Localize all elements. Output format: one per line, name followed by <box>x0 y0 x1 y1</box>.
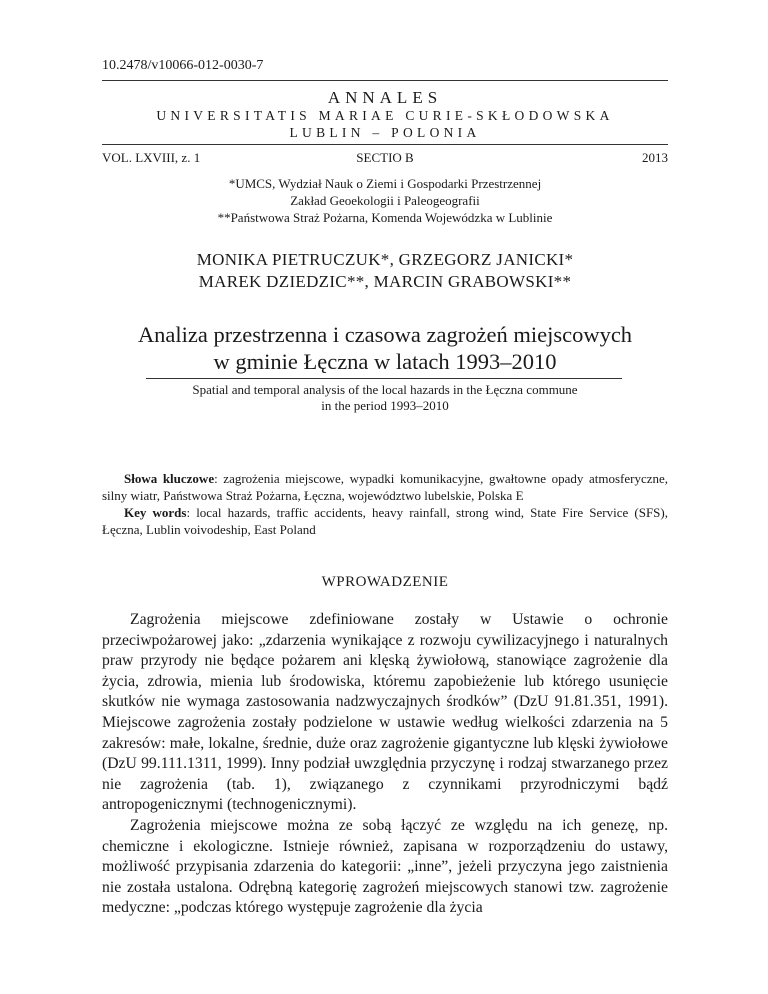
affiliation-line: Zakład Geoekologii i Paleogeografii <box>290 193 480 208</box>
english-title <box>102 382 668 414</box>
subtitle-line: Spatial and temporal analysis of the local hazards in the Łęczna commune <box>192 382 578 397</box>
keywords-pl-label: Słowa kluczowe <box>124 471 215 486</box>
body-text <box>102 610 668 919</box>
subtitle-line: in the period 1993–2010 <box>321 398 449 413</box>
keywords-pl-text: : zagrożenia miejscowe, wypadki komunikacyjne, gwałtowne opady atmosferyczne, silny wiatr, Państwowa Straż Pożarna, Łęczna, województwo lubelskie, Polska E <box>102 471 668 503</box>
university-name: UNIVERSITATIS MARIAE CURIE-SKŁODOWSKA <box>156 108 614 123</box>
title-rule <box>146 378 622 379</box>
city-line: LUBLIN – POLONIA <box>289 125 481 140</box>
author-line: MONIKA PIETRUCZUK*, GRZEGORZ JANICKI* <box>196 250 574 269</box>
section-heading: WPROWADZENIE <box>321 574 449 590</box>
header-rule-bottom <box>102 144 668 145</box>
author-line: MAREK DZIEDZIC**, MARCIN GRABOWSKI** <box>198 272 572 291</box>
keywords-pl <box>102 470 668 504</box>
title-line: Analiza przestrzenna i czasowa zagrożeń miejscowych <box>137 322 633 347</box>
keywords-block <box>102 470 668 538</box>
title-line: w gminie Łęczna w latach 1993–2010 <box>213 349 557 374</box>
journal-title: ANNALES <box>327 88 443 107</box>
paragraph: Zagrożenia miejscowe zdefiniowane zostały w Ustawie o ochronie przeciwpożarowej jako: „zdarzenia wynikające z rozwoju cywilizacyjnego i naturalnych praw przyrody nie będące pożarem ani klęską żywiołową, stanowiące zagrożenie dla życia, zdrowia, mienia lub środowiska, któremu zapobieżenie lub którego usunięcie skutków nie wymaga zastosowania nadzwyczajnych środków” (DzU 91.81.351, 1991). Miejscowe zagrożenia zostały podzielone w ustawie według wielkości zdarzenia na 5 zakresów: małe, lokalne, średnie, duże oraz zagrożenie gigantyczne lub klęski żywiołowe (DzU 99.111.1311, 1999). Inny podział uwzględnia przyczynę i rodzaj stwarzanego przez nie zagrożenia (tab. 1), związanego z czynnikami przyrodniczymi bądź antropogenicznymi (technogenicznymi). <box>102 611 668 814</box>
affiliations <box>102 175 668 226</box>
section-label: SECTIO B <box>356 150 414 165</box>
affiliation-line: *UMCS, Wydział Nauk o Ziemi i Gospodarki Przestrzennej <box>228 176 542 191</box>
doi: 10.2478/v10066-012-0030-7 <box>102 58 264 73</box>
paper-title <box>102 321 668 375</box>
keywords-en-label: Key words <box>124 505 187 520</box>
volume: VOL. LXVIII, z. 1 <box>102 150 201 165</box>
paragraph: Zagrożenia miejscowe można ze sobą łączyć ze względu na ich genezę, np. chemiczne i ekologiczne. Istnieje również, zapisana w rozporządzeniu do ustawy, możliwość przypisania zdarzenia do kategorii: „inne”, jeżeli przyczyna jego zaistnienia nie została ustalona. Odrębną kategorię zagrożeń miejscowych stanowi tzw. zagrożenie medyczne: „podczas którego występuje zagrożenie dla życia <box>102 816 668 917</box>
keywords-en <box>102 504 668 538</box>
authors <box>102 249 668 293</box>
year: 2013 <box>642 150 668 165</box>
header-rule-top <box>102 80 668 81</box>
affiliation-line: **Państwowa Straż Pożarna, Komenda Wojewódzka w Lublinie <box>217 210 553 225</box>
keywords-en-text: : local hazards, traffic accidents, heavy rainfall, strong wind, State Fire Service (SFS), Łęczna, Lublin voivodeship, East Poland <box>102 505 668 537</box>
